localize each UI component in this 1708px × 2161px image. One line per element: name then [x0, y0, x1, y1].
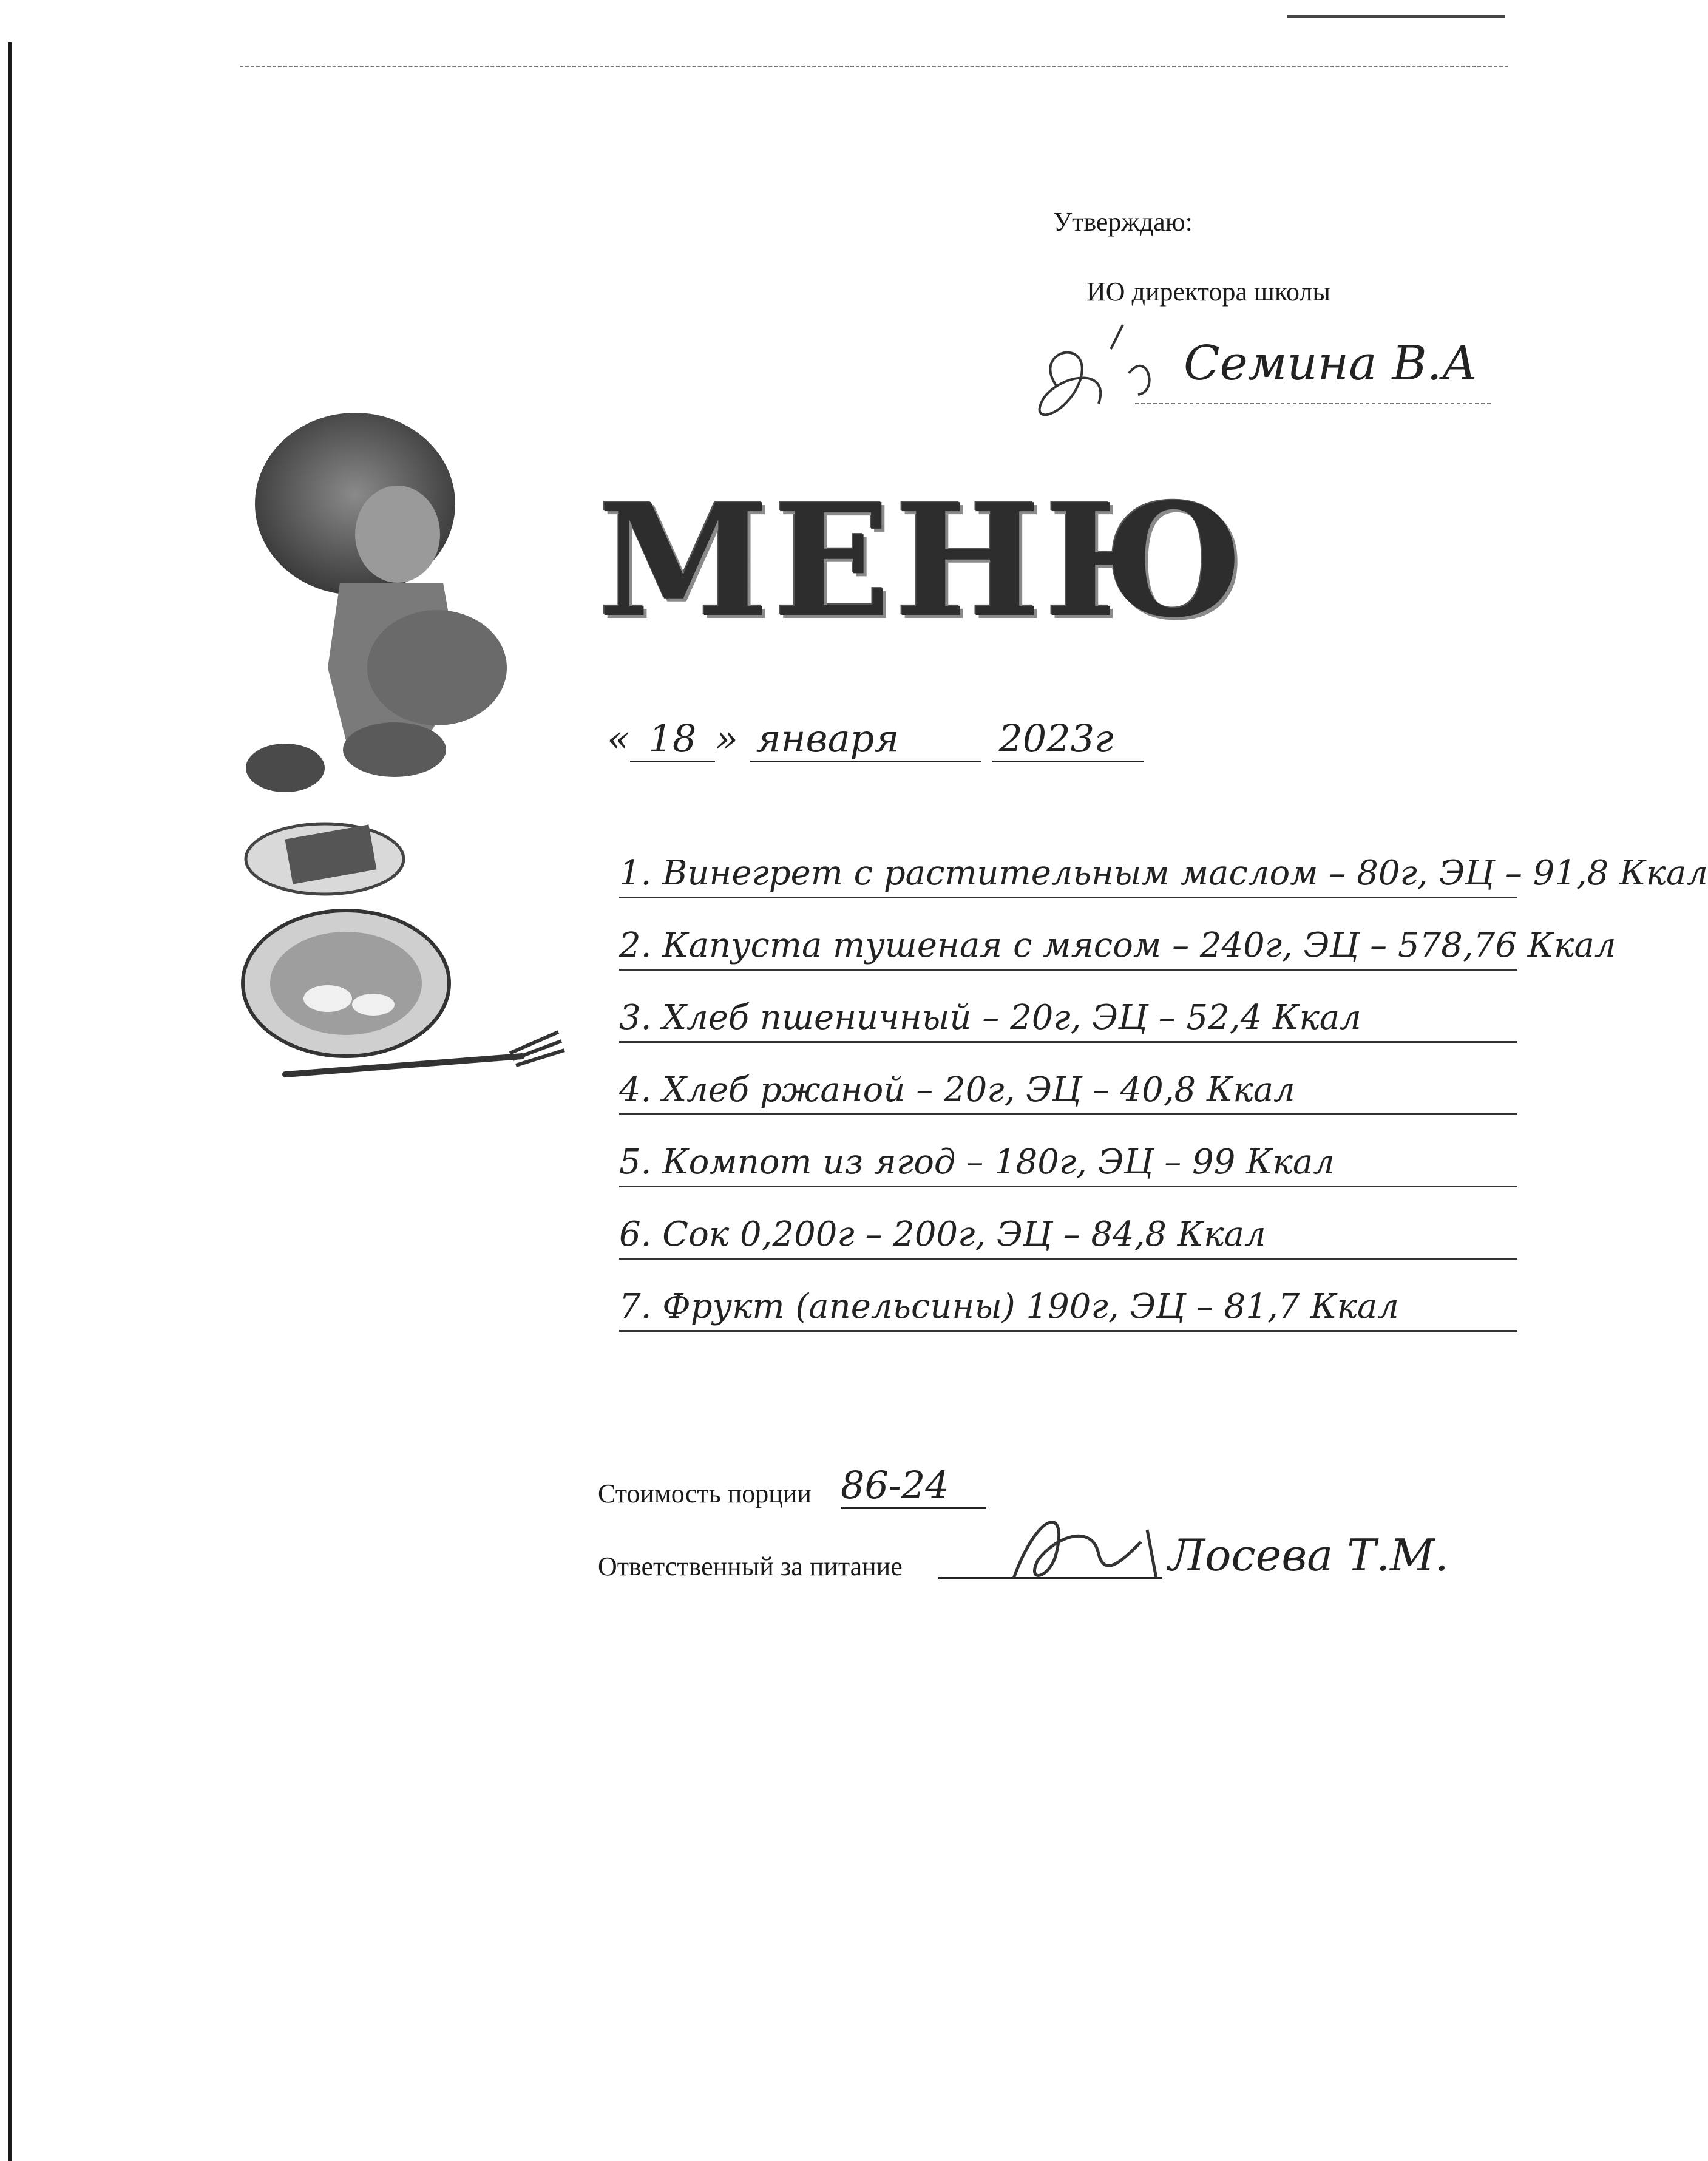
menu-item: 6. Сок 0,200г – 200г, ЭЦ – 84,8 Ккал — [619, 1202, 1517, 1260]
menu-item: 3. Хлеб пшеничный – 20г, ЭЦ – 52,4 Ккал — [619, 985, 1517, 1043]
menu-item: 4. Хлеб ржаной – 20г, ЭЦ – 40,8 Ккал — [619, 1057, 1517, 1115]
director-signature — [1008, 313, 1505, 446]
illustration-child-with-food — [243, 401, 583, 1093]
cost-value: 86-24 — [841, 1463, 986, 1509]
menu-date — [607, 716, 1144, 762]
responsible-name: Лосева Т.М. — [1168, 1530, 1449, 1581]
responsible-signature — [1001, 1487, 1184, 1596]
director-name: Семина В.А — [1184, 336, 1478, 391]
menu-item: 1. Винегрет с растительным маслом – 80г, ЭЦ – 91,8 Ккал — [619, 841, 1517, 898]
date-close-quote: » — [714, 716, 738, 761]
date-open-quote: « — [607, 716, 630, 761]
responsible-label: Ответственный за питание — [598, 1552, 903, 1581]
director-position: ИО директора школы — [1086, 277, 1330, 307]
date-year: 2023г — [992, 716, 1144, 762]
menu-item: 7. Фрукт (апельсины) 190г, ЭЦ – 81,7 Ккал — [619, 1274, 1517, 1332]
page-title: МЕНЮ — [598, 470, 1247, 652]
scan-edge-left — [8, 42, 12, 2161]
cost-label: Стоимость порции — [598, 1479, 812, 1508]
menu-item: 5. Компот из ягод – 180г, ЭЦ – 99 Ккал — [619, 1130, 1517, 1187]
top-rule — [240, 66, 1508, 67]
menu-item: 2. Капуста тушеная с мясом – 240г, ЭЦ – 578,76 Ккал — [619, 913, 1517, 971]
scan-edge-top — [1287, 15, 1505, 18]
date-day: 18 — [630, 716, 715, 762]
menu-list — [619, 841, 1708, 1346]
date-month: января — [750, 716, 981, 762]
approve-label: Утверждаю: — [1053, 207, 1193, 237]
